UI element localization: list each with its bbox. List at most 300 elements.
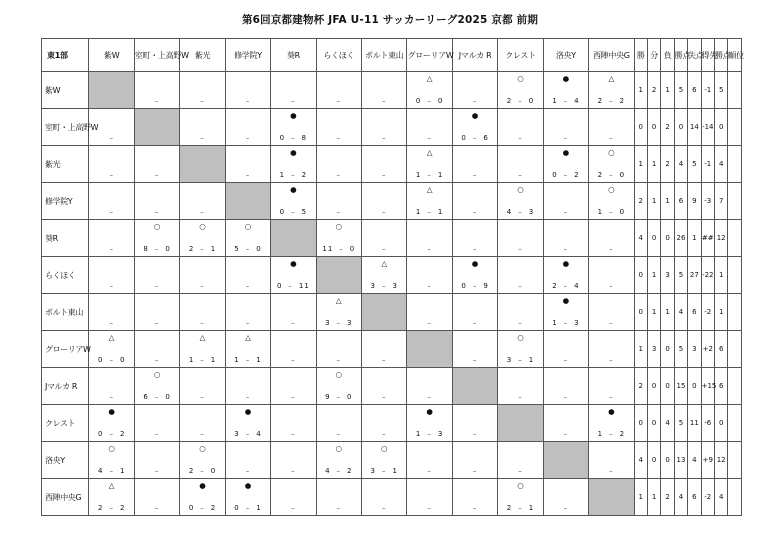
stat-cell: 0 bbox=[634, 257, 647, 294]
match-cell bbox=[589, 257, 634, 294]
score-dash: – bbox=[154, 97, 160, 105]
score-opponent: 2 bbox=[301, 171, 308, 179]
stat-cell bbox=[728, 405, 742, 442]
stat-cell: 4 bbox=[674, 146, 687, 183]
score-own: 9 bbox=[325, 393, 331, 401]
result-symbol: △ bbox=[108, 333, 115, 342]
match-cell bbox=[271, 479, 316, 516]
stat-cell: 0 bbox=[647, 368, 660, 405]
stat-cell: 5 bbox=[674, 257, 687, 294]
stat-cell: 0 bbox=[661, 220, 674, 257]
match-cell bbox=[271, 294, 316, 331]
match-cell bbox=[589, 146, 634, 183]
match-score bbox=[362, 282, 406, 291]
stat-cell: 2 bbox=[661, 146, 674, 183]
score-dash: – bbox=[381, 134, 387, 142]
match-score bbox=[407, 504, 451, 513]
match-score bbox=[362, 356, 406, 365]
score-dash: – bbox=[291, 504, 296, 512]
stat-cell: 0 bbox=[714, 405, 727, 442]
match-cell bbox=[452, 109, 497, 146]
score-dash: – bbox=[381, 171, 387, 179]
match-score bbox=[180, 97, 224, 106]
stat-cell bbox=[728, 183, 742, 220]
score-dash: – bbox=[245, 171, 251, 179]
score-dash: – bbox=[472, 171, 478, 179]
result-symbol: △ bbox=[335, 296, 342, 305]
match-score bbox=[180, 282, 224, 291]
stat-header: 負 bbox=[661, 39, 674, 72]
score-own: 1 bbox=[415, 171, 422, 179]
stat-cell: 6 bbox=[688, 294, 701, 331]
score-dash: – bbox=[381, 393, 387, 401]
stat-cell: 1 bbox=[661, 183, 674, 220]
stat-cell: -2 bbox=[701, 294, 714, 331]
result-symbol: ○ bbox=[608, 148, 615, 157]
result-symbol: ● bbox=[290, 148, 297, 157]
match-score bbox=[498, 356, 542, 365]
match-score bbox=[498, 134, 542, 143]
match-score bbox=[544, 134, 588, 143]
match-cell bbox=[225, 146, 270, 183]
stat-cell bbox=[728, 331, 742, 368]
score-own: 1 bbox=[234, 356, 240, 364]
score-opponent: 0 bbox=[437, 97, 444, 105]
score-dash: – bbox=[472, 282, 478, 290]
stat-cell: 26 bbox=[674, 220, 687, 257]
stat-cell: 3 bbox=[688, 331, 701, 368]
match-cell bbox=[543, 146, 588, 183]
stat-header: 失点 bbox=[688, 39, 701, 72]
stat-cell: +2 bbox=[701, 331, 714, 368]
match-score bbox=[317, 356, 361, 365]
score-dash: – bbox=[609, 134, 614, 142]
match-score bbox=[453, 282, 497, 291]
result-symbol: ● bbox=[244, 407, 252, 416]
score-dash: – bbox=[154, 504, 160, 512]
score-dash: – bbox=[109, 393, 114, 401]
match-cell bbox=[134, 294, 179, 331]
score-dash: – bbox=[245, 504, 251, 512]
score-dash: – bbox=[518, 134, 523, 142]
score-own: 3 bbox=[370, 467, 376, 475]
column-team-header: 葵R bbox=[271, 39, 316, 72]
result-symbol: △ bbox=[381, 259, 388, 268]
match-score bbox=[226, 171, 270, 180]
score-dash: – bbox=[427, 282, 432, 290]
match-cell bbox=[543, 109, 588, 146]
score-dash: – bbox=[609, 282, 614, 290]
match-cell bbox=[134, 72, 179, 109]
stat-cell: 5 bbox=[674, 405, 687, 442]
match-cell bbox=[89, 405, 134, 442]
match-cell bbox=[452, 405, 497, 442]
match-cell bbox=[498, 146, 543, 183]
match-score bbox=[453, 467, 497, 476]
match-score bbox=[89, 171, 133, 180]
score-opponent: 0 bbox=[619, 208, 626, 216]
match-cell bbox=[589, 220, 634, 257]
match-cell bbox=[589, 405, 634, 442]
stat-header: 勝点 bbox=[714, 39, 727, 72]
result-symbol: △ bbox=[608, 74, 615, 83]
score-own: 2 bbox=[506, 97, 513, 105]
table-row bbox=[42, 146, 742, 183]
row-team-label: Jマルカ R bbox=[42, 368, 89, 405]
table-row bbox=[42, 294, 742, 331]
match-score bbox=[89, 356, 133, 365]
stat-cell: 0 bbox=[634, 109, 647, 146]
match-score bbox=[498, 393, 542, 402]
score-dash: – bbox=[336, 504, 342, 512]
stat-cell: 6 bbox=[714, 368, 727, 405]
match-cell bbox=[316, 479, 361, 516]
match-score bbox=[589, 97, 633, 106]
score-own: 0 bbox=[276, 282, 283, 290]
stat-cell: 4 bbox=[688, 442, 701, 479]
score-dash: – bbox=[518, 319, 523, 327]
match-score bbox=[226, 393, 270, 402]
match-cell bbox=[452, 294, 497, 331]
score-opponent: 0 bbox=[256, 245, 262, 253]
stat-cell bbox=[728, 479, 742, 516]
score-dash: – bbox=[381, 430, 387, 438]
match-cell bbox=[589, 442, 634, 479]
match-score bbox=[453, 97, 497, 106]
stat-cell: 3 bbox=[647, 331, 660, 368]
score-dash: – bbox=[563, 208, 569, 216]
stat-cell: 13 bbox=[674, 442, 687, 479]
match-score bbox=[135, 208, 179, 217]
result-symbol: ○ bbox=[380, 444, 388, 453]
result-symbol: ○ bbox=[335, 370, 343, 379]
score-dash: – bbox=[291, 208, 296, 216]
match-score bbox=[362, 430, 406, 439]
score-opponent: 0 bbox=[347, 393, 353, 401]
result-symbol: ● bbox=[562, 259, 570, 268]
match-cell bbox=[407, 72, 452, 109]
score-own: 0 bbox=[415, 97, 422, 105]
score-dash: – bbox=[563, 393, 569, 401]
match-score bbox=[89, 282, 133, 291]
match-cell bbox=[89, 146, 134, 183]
row-team-label: クレスト bbox=[42, 405, 89, 442]
match-score bbox=[180, 245, 224, 254]
score-opponent: 1 bbox=[528, 504, 535, 512]
score-opponent: 3 bbox=[347, 319, 353, 327]
match-cell bbox=[407, 146, 452, 183]
score-dash: – bbox=[609, 356, 614, 364]
match-score bbox=[135, 245, 179, 254]
stat-cell: 1 bbox=[634, 146, 647, 183]
score-dash: – bbox=[200, 245, 205, 253]
stat-cell: 0 bbox=[661, 331, 674, 368]
stat-cell: -3 bbox=[701, 183, 714, 220]
score-own: 3 bbox=[370, 282, 376, 290]
score-dash: – bbox=[291, 393, 296, 401]
match-score bbox=[362, 208, 406, 217]
match-cell bbox=[498, 257, 543, 294]
match-score bbox=[498, 504, 542, 513]
table-row bbox=[42, 331, 742, 368]
match-cell bbox=[180, 479, 225, 516]
match-score bbox=[453, 356, 497, 365]
score-own: 0 bbox=[461, 282, 467, 290]
match-score bbox=[498, 171, 542, 180]
stat-cell: ## bbox=[701, 220, 714, 257]
stat-cell: 6 bbox=[688, 479, 701, 516]
stat-cell: 2 bbox=[634, 368, 647, 405]
score-dash: – bbox=[518, 208, 523, 216]
stat-cell: 1 bbox=[661, 294, 674, 331]
stat-cell: 7 bbox=[714, 183, 727, 220]
match-cell bbox=[134, 331, 179, 368]
score-dash: – bbox=[200, 467, 205, 475]
score-dash: – bbox=[427, 504, 432, 512]
score-dash: – bbox=[245, 134, 251, 142]
match-cell bbox=[134, 220, 179, 257]
score-own: 2 bbox=[188, 467, 195, 475]
result-symbol: ○ bbox=[244, 222, 252, 231]
match-cell bbox=[225, 109, 270, 146]
stat-cell: 2 bbox=[661, 479, 674, 516]
match-cell bbox=[543, 257, 588, 294]
stat-cell: 4 bbox=[674, 479, 687, 516]
score-dash: – bbox=[427, 393, 432, 401]
score-opponent: 3 bbox=[392, 282, 398, 290]
match-score bbox=[407, 430, 451, 439]
score-dash: – bbox=[109, 282, 114, 290]
match-cell bbox=[407, 294, 452, 331]
match-score bbox=[271, 393, 315, 402]
match-cell bbox=[134, 442, 179, 479]
match-score bbox=[135, 467, 179, 476]
score-opponent: 1 bbox=[119, 467, 126, 475]
score-own: 2 bbox=[97, 504, 104, 512]
match-score bbox=[226, 356, 270, 365]
score-dash: – bbox=[427, 134, 432, 142]
match-score bbox=[407, 171, 451, 180]
stat-cell: 1 bbox=[714, 257, 727, 294]
row-team-label: 紫光 bbox=[42, 146, 89, 183]
score-dash: – bbox=[291, 97, 296, 105]
match-score bbox=[589, 171, 633, 180]
score-dash: – bbox=[563, 282, 569, 290]
page-title: 第6回京都建物杯 JFA U-11 サッカーリーグ2025 京都 前期 bbox=[241, 14, 539, 26]
stat-cell: 0 bbox=[674, 109, 687, 146]
stat-cell bbox=[728, 442, 742, 479]
score-dash: – bbox=[154, 430, 160, 438]
score-own: 0 bbox=[279, 208, 286, 216]
match-cell bbox=[180, 257, 225, 294]
score-own: 1 bbox=[597, 208, 604, 216]
match-score bbox=[544, 245, 588, 254]
match-score bbox=[271, 171, 315, 180]
score-own: 8 bbox=[143, 245, 149, 253]
match-cell bbox=[271, 442, 316, 479]
row-team-label: らくほく bbox=[42, 257, 89, 294]
score-dash: – bbox=[200, 208, 205, 216]
match-score bbox=[271, 134, 315, 143]
score-dash: – bbox=[154, 393, 160, 401]
stat-header: 勝 bbox=[634, 39, 647, 72]
match-score bbox=[180, 393, 224, 402]
column-team-header: ポルト東山 bbox=[362, 39, 407, 72]
score-dash: – bbox=[154, 171, 160, 179]
score-own: 3 bbox=[325, 319, 331, 327]
match-cell bbox=[225, 368, 270, 405]
match-score bbox=[453, 134, 497, 143]
score-own: 2 bbox=[597, 97, 604, 105]
column-team-header: らくほく bbox=[316, 39, 361, 72]
self-match-cell bbox=[316, 257, 361, 294]
match-cell bbox=[452, 183, 497, 220]
score-opponent: 1 bbox=[528, 356, 535, 364]
score-dash: – bbox=[609, 319, 614, 327]
match-cell bbox=[316, 146, 361, 183]
match-score bbox=[135, 393, 179, 402]
table-row bbox=[42, 109, 742, 146]
self-match-cell bbox=[498, 405, 543, 442]
match-score bbox=[362, 245, 406, 254]
score-opponent: 4 bbox=[574, 97, 580, 105]
stat-cell: 0 bbox=[647, 405, 660, 442]
match-cell bbox=[316, 368, 361, 405]
row-team-label: グローリアW bbox=[42, 331, 89, 368]
score-dash: – bbox=[472, 504, 478, 512]
score-dash: – bbox=[563, 134, 569, 142]
match-score bbox=[89, 134, 133, 143]
score-dash: – bbox=[336, 208, 342, 216]
match-score bbox=[271, 319, 315, 328]
stat-cell: 0 bbox=[647, 220, 660, 257]
row-team-label: 葵R bbox=[42, 220, 89, 257]
stat-cell: -6 bbox=[701, 405, 714, 442]
score-opponent: 2 bbox=[619, 430, 626, 438]
match-cell bbox=[89, 331, 134, 368]
score-dash: – bbox=[245, 319, 251, 327]
table-row bbox=[42, 442, 742, 479]
score-own: 2 bbox=[597, 171, 604, 179]
score-dash: – bbox=[427, 171, 432, 179]
match-cell bbox=[362, 331, 407, 368]
score-opponent: 9 bbox=[483, 282, 489, 290]
row-team-label: ポルト東山 bbox=[42, 294, 89, 331]
score-dash: – bbox=[563, 171, 569, 179]
match-cell bbox=[362, 109, 407, 146]
match-cell bbox=[134, 479, 179, 516]
match-cell bbox=[271, 146, 316, 183]
match-cell bbox=[407, 109, 452, 146]
match-score bbox=[317, 245, 361, 254]
match-cell bbox=[134, 183, 179, 220]
match-score bbox=[544, 393, 588, 402]
match-cell bbox=[180, 442, 225, 479]
stat-cell bbox=[728, 257, 742, 294]
match-score bbox=[180, 134, 224, 143]
match-cell bbox=[89, 479, 134, 516]
match-score bbox=[135, 430, 179, 439]
score-dash: – bbox=[336, 97, 342, 105]
stat-cell: 0 bbox=[647, 109, 660, 146]
score-dash: – bbox=[109, 208, 114, 216]
match-cell bbox=[589, 368, 634, 405]
score-dash: – bbox=[200, 393, 205, 401]
match-score bbox=[589, 319, 633, 328]
match-cell bbox=[452, 146, 497, 183]
match-score bbox=[317, 208, 361, 217]
match-score bbox=[498, 97, 542, 106]
score-opponent: 2 bbox=[347, 467, 353, 475]
match-score bbox=[226, 504, 270, 513]
match-cell bbox=[225, 294, 270, 331]
score-dash: – bbox=[381, 208, 387, 216]
stat-cell: 4 bbox=[634, 442, 647, 479]
score-opponent: 2 bbox=[619, 97, 626, 105]
match-score bbox=[180, 319, 224, 328]
match-cell bbox=[362, 146, 407, 183]
score-dash: – bbox=[288, 282, 293, 290]
stat-cell: 1 bbox=[647, 294, 660, 331]
score-own: 0 bbox=[97, 356, 104, 364]
score-dash: – bbox=[336, 430, 342, 438]
stat-cell: 6 bbox=[714, 331, 727, 368]
score-own: 0 bbox=[97, 430, 104, 438]
match-score bbox=[407, 245, 451, 254]
match-cell bbox=[452, 331, 497, 368]
match-score bbox=[271, 356, 315, 365]
score-dash: – bbox=[472, 356, 478, 364]
match-score bbox=[271, 97, 315, 106]
score-own: 2 bbox=[188, 245, 195, 253]
match-cell bbox=[89, 294, 134, 331]
score-own: 0 bbox=[552, 171, 558, 179]
result-symbol: △ bbox=[199, 333, 206, 342]
score-dash: – bbox=[154, 319, 160, 327]
score-dash: – bbox=[200, 356, 205, 364]
score-opponent: 4 bbox=[256, 430, 262, 438]
result-symbol: △ bbox=[245, 333, 251, 342]
stat-cell: 2 bbox=[661, 109, 674, 146]
self-match-cell bbox=[452, 368, 497, 405]
stat-cell: 1 bbox=[688, 220, 701, 257]
score-dash: – bbox=[109, 504, 114, 512]
match-cell bbox=[498, 294, 543, 331]
match-score bbox=[180, 467, 224, 476]
match-score bbox=[544, 208, 588, 217]
score-dash: – bbox=[245, 356, 251, 364]
row-team-label: 修学院Y bbox=[42, 183, 89, 220]
match-score bbox=[135, 171, 179, 180]
stat-cell: 2 bbox=[647, 72, 660, 109]
match-cell bbox=[180, 220, 225, 257]
stat-cell: -22 bbox=[701, 257, 714, 294]
stat-cell: 0 bbox=[661, 368, 674, 405]
match-score bbox=[453, 171, 497, 180]
match-score bbox=[317, 393, 361, 402]
stat-header: 順位 bbox=[728, 39, 742, 72]
score-dash: – bbox=[336, 393, 342, 401]
score-dash: – bbox=[609, 245, 614, 253]
score-opponent: 6 bbox=[483, 134, 489, 142]
match-cell bbox=[362, 183, 407, 220]
match-score bbox=[498, 282, 542, 291]
match-score bbox=[180, 430, 224, 439]
result-symbol: ● bbox=[471, 111, 479, 120]
table-row bbox=[42, 479, 742, 516]
stat-cell: 4 bbox=[714, 146, 727, 183]
match-cell bbox=[452, 72, 497, 109]
